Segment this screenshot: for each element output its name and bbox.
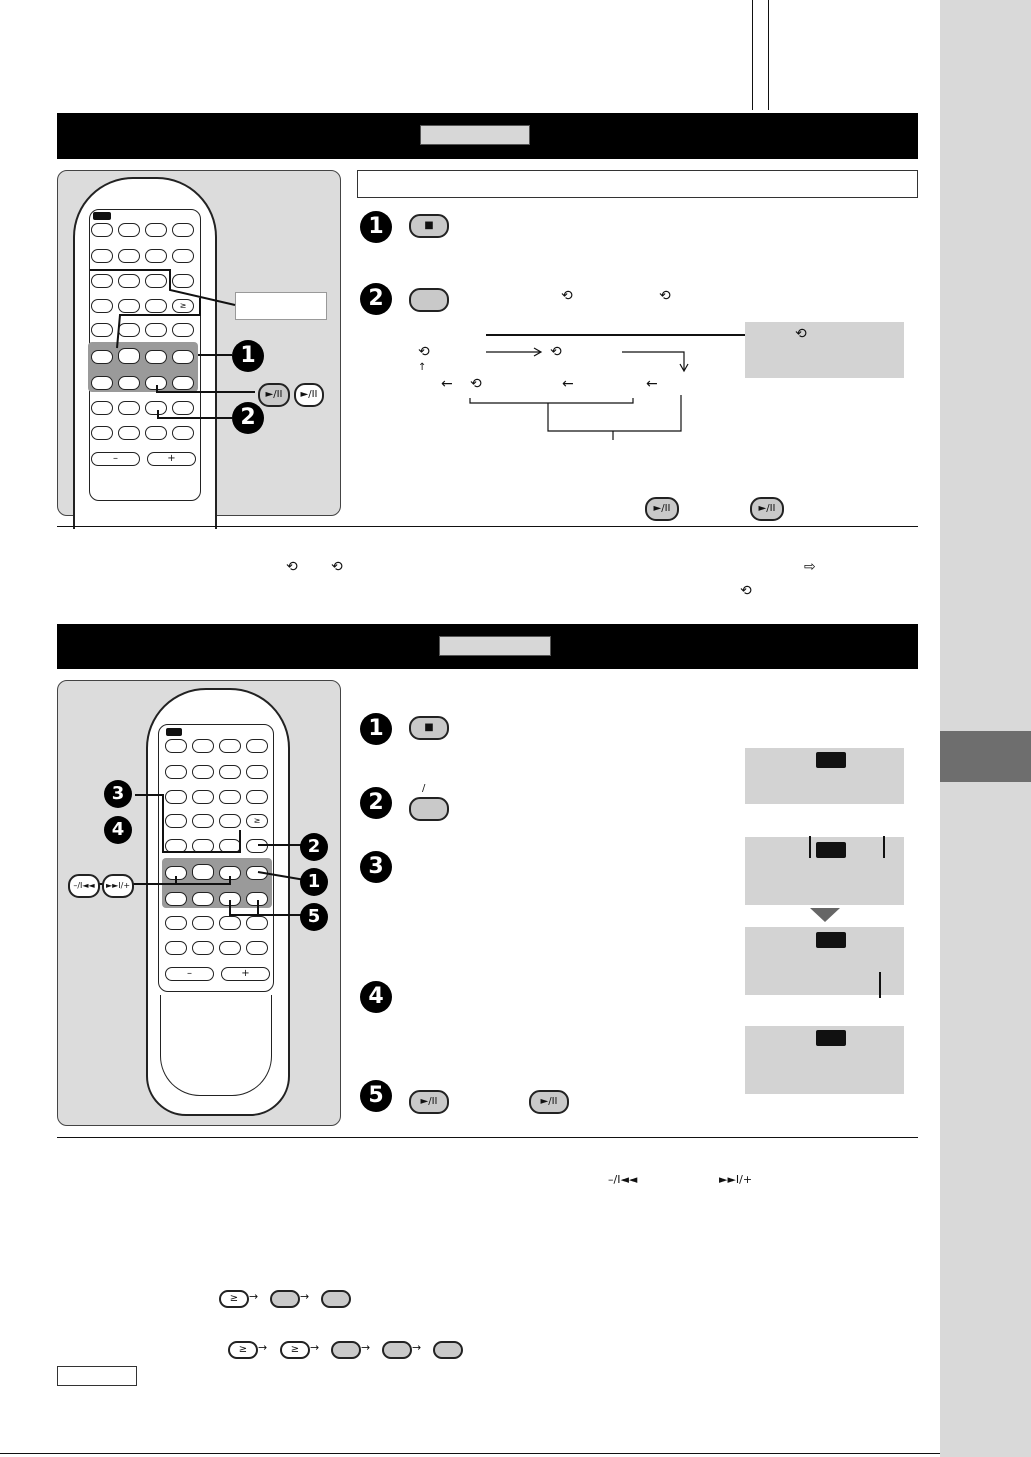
s2-step-3-marker: 3 [360,851,392,883]
s2-play-pause-b[interactable]: ►/II [529,1090,569,1114]
note-repeat-icon-3: ⟲ [740,583,752,599]
display-program-tag-3 [816,932,846,948]
s2-step-1-marker: 1 [360,713,392,745]
note-arrow-icon: ⇨ [804,559,816,575]
cycle-repeat-icon-3: ⟲ [470,376,482,392]
skip-forward-callout[interactable]: ►►I/+ [102,874,134,898]
seq-a-key-3[interactable] [321,1290,351,1308]
display-cursor-a [809,836,811,858]
seq-b-key-5[interactable] [433,1341,463,1359]
repeat-icon-b: ⟲ [659,288,671,304]
stop-key-icon[interactable]: ■ [409,214,449,238]
note-skip-back-icon: –/I◄◄ [608,1173,638,1186]
step-1-marker: 1 [360,211,392,243]
cycle-repeat-icon-2: ⟲ [550,344,562,360]
play-pause-key-b[interactable]: ►/II [750,497,784,521]
remote-2-step-1-marker: 1 [300,868,328,896]
s2-step-2-marker: 2 [360,787,392,819]
note-repeat-icon-2: ⟲ [331,559,343,575]
s2-stop-key[interactable]: ■ [409,716,449,740]
page-bottom-rule [0,1453,940,1454]
cycle-left-arrow-1: ← [441,376,453,392]
seq-b-arrow-1: → [258,1341,268,1354]
remote-2-step-3-marker: 3 [104,780,132,808]
cycle-left-arrow-3: ← [646,376,658,392]
seq-b-key-3[interactable] [331,1341,361,1359]
s2-step-4-marker: 4 [360,981,392,1013]
remote-1-step-2-marker: 2 [232,402,264,434]
bottom-note-tag [57,1366,137,1386]
plus-label: + [167,453,176,464]
cycle-left-arrow-2: ← [562,376,574,392]
seq-b-arrow-2: → [310,1341,320,1354]
section-2-divider [57,1137,918,1138]
seq-a-key-2[interactable] [270,1290,300,1308]
program-key-slash: / [422,783,426,794]
remote-2-step-5-marker: 5 [300,903,328,931]
remote-1-step-1-marker: 1 [232,340,264,372]
display-program-tag-1 [816,752,846,768]
step-2-marker: 2 [360,283,392,315]
seq-b-ge-key-2[interactable]: ≥ [280,1341,310,1359]
s2-step-5-marker: 5 [360,1080,392,1112]
r2-ge-label: ≥ [253,816,261,825]
seq-b-arrow-3: → [361,1341,371,1354]
cycle-up-arrow: ↑ [418,362,427,373]
r2-minus-label: – [187,968,192,979]
repeat-icon-a: ⟲ [561,288,573,304]
minus-label: – [113,453,118,464]
note-skip-fwd-icon: ►►I/+ [719,1173,753,1186]
display-cursor-b [883,836,885,858]
display-program-tag-4 [816,1030,846,1046]
skip-back-callout[interactable]: –/I◄◄ [68,874,100,898]
s2-play-pause-a[interactable]: ►/II [409,1090,449,1114]
play-pause-callout-a[interactable]: ►/II [258,383,290,407]
seq-a-arrow-2: → [300,1290,310,1303]
cycle-repeat-icon-1: ⟲ [418,344,430,360]
remote-2-step-2-marker: 2 [300,833,328,861]
ge-label: ≥ [179,301,187,310]
down-arrow-icon [810,908,840,922]
remote-2-step-4-marker: 4 [104,816,132,844]
play-pause-key-a[interactable]: ►/II [645,497,679,521]
display-program-tag-2 [816,842,846,858]
seq-b-arrow-4: → [412,1341,422,1354]
seq-a-arrow-1: → [249,1290,259,1303]
seq-a-ge-key[interactable]: ≥ [219,1290,249,1308]
r2-plus-label: + [241,968,250,979]
seq-b-key-4[interactable] [382,1341,412,1359]
program-key[interactable] [409,797,449,821]
display-repeat-icon: ⟲ [795,326,807,342]
display-cursor-c [879,972,881,998]
play-pause-callout-b[interactable]: ►/II [294,383,324,407]
note-repeat-icon-1: ⟲ [286,559,298,575]
seq-b-ge-key-1[interactable]: ≥ [228,1341,258,1359]
